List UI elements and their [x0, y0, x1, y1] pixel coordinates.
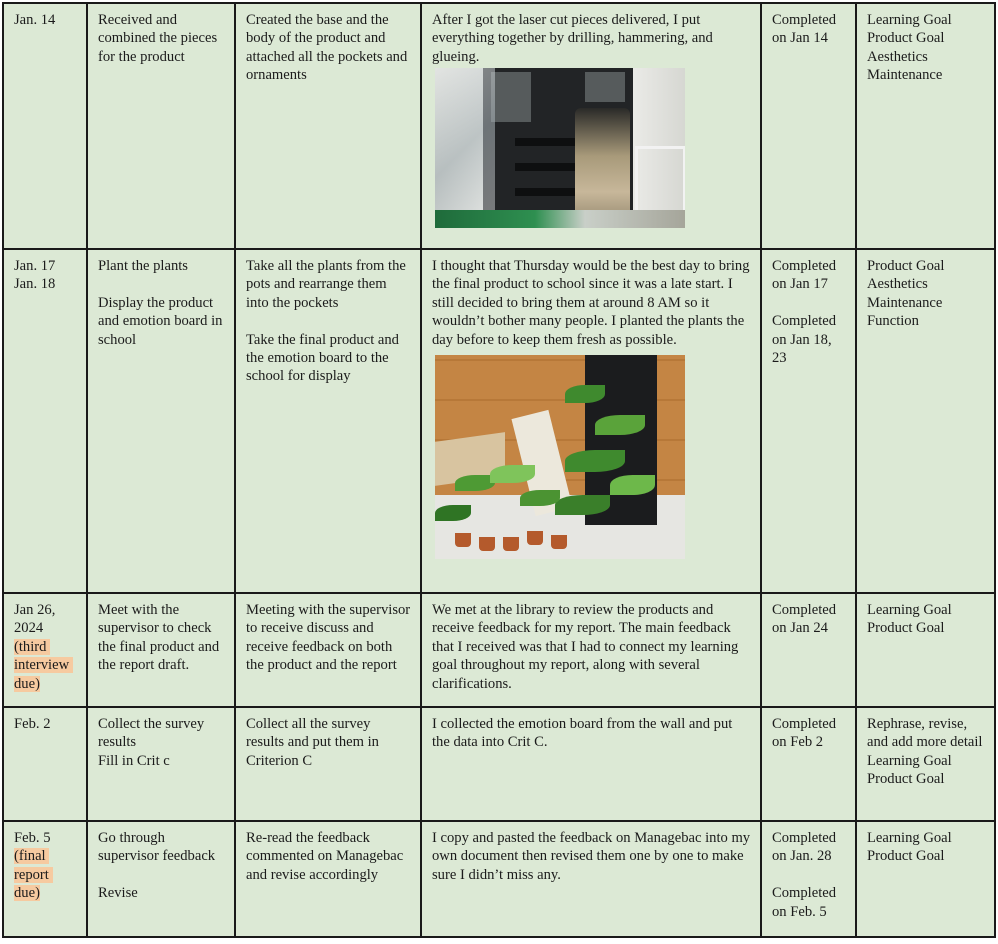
table-row	[3, 707, 995, 821]
description-text: Re-read the feedback commented on Managebac and revise accordingly	[246, 830, 407, 883]
status-text: Completed on Jan 17	[772, 258, 840, 293]
task-text: Meet with the supervisor to check the final product and the report draft.	[98, 602, 223, 674]
description-text: Meeting with the supervisor to receive discuss and receive feedback on both the product and the report	[246, 602, 414, 674]
reflection-text: I copy and pasted the feedback on Managebac into my own document then revised them one by one to make sure I didn’t miss any.	[432, 830, 754, 883]
date-text: Jan. 17	[14, 258, 56, 274]
description-cell	[235, 821, 421, 937]
date-cell	[3, 821, 87, 937]
task-cell	[87, 821, 235, 937]
status-text: Completed on Jan 14	[772, 12, 840, 47]
status-cell	[761, 3, 856, 249]
reflection-cell	[421, 3, 761, 249]
criteria-cell	[856, 249, 995, 593]
description-cell	[235, 3, 421, 249]
description-text: Created the base and the body of the product and attached all the pockets and ornaments	[246, 12, 411, 84]
task-text: Revise	[98, 885, 138, 902]
criteria-cell	[856, 821, 995, 937]
criteria-item: Rephrase, revise, and add more detail	[867, 716, 983, 751]
status-cell	[761, 821, 856, 937]
description-text: Take all the plants from the pots and rearrange them into the pockets	[246, 258, 410, 311]
reflection-cell	[421, 593, 761, 707]
reflection-text: I collected the emotion board from the wall and put the data into Crit C.	[432, 716, 736, 751]
status-text: Completed on Jan 24	[772, 602, 840, 637]
date-text: Jan. 14	[14, 12, 56, 28]
criteria-item: Product Goal	[867, 30, 945, 47]
task-text: Display the product and emotion board in school	[98, 294, 227, 348]
status-text: Completed on Feb. 5	[772, 885, 840, 920]
date-text: Feb. 2	[14, 716, 51, 732]
status-cell	[761, 707, 856, 821]
criteria-cell	[856, 593, 995, 707]
assembled-product-photo	[435, 68, 685, 228]
criteria-item: Learning Goal	[867, 830, 952, 846]
task-text: Plant the plants	[98, 258, 188, 274]
table-row	[3, 593, 995, 707]
date-cell	[3, 593, 87, 707]
plants-display-photo	[435, 355, 685, 559]
reflection-text: We met at the library to review the products and receive feedback for my report. The main feedback that I received was that I had to connect my learning goal throughout my report, along with several clarifications.	[432, 602, 743, 692]
table-row	[3, 821, 995, 937]
criteria-item: Learning Goal	[867, 12, 952, 28]
task-cell	[87, 249, 235, 593]
task-text: Collect the survey results	[98, 716, 208, 751]
reflection-text: I thought that Thursday would be the best day to bring the final product to school since it was a late start. I still decided to bring them at around 8 AM so it wouldn’t bother many people. I planted the plants the day before to keep them fresh as possible.	[432, 258, 754, 348]
status-cell	[761, 249, 856, 593]
criteria-item: Product Goal	[867, 620, 945, 637]
criteria-item: Maintenance	[867, 67, 943, 84]
criteria-item: Product Goal	[867, 771, 945, 788]
status-text: Completed on Jan. 28	[772, 830, 840, 865]
task-text: Fill in Crit c	[98, 752, 170, 769]
reflection-cell	[421, 707, 761, 821]
task-text: Received and combined the pieces for the product	[98, 12, 221, 65]
date-text: Jan. 18	[14, 276, 56, 293]
description-cell	[235, 249, 421, 593]
table-row	[3, 3, 995, 249]
date-text: Feb. 5	[14, 830, 51, 846]
description-cell	[235, 593, 421, 707]
description-cell	[235, 707, 421, 821]
criteria-item: Learning Goal	[867, 602, 952, 618]
task-cell	[87, 3, 235, 249]
progress-log-table	[2, 2, 996, 938]
task-cell	[87, 707, 235, 821]
date-cell	[3, 707, 87, 821]
date-cell	[3, 249, 87, 593]
table-row	[3, 249, 995, 593]
status-text: Completed on Jan 18, 23	[772, 313, 840, 367]
criteria-item: Maintenance	[867, 294, 943, 311]
description-text: Take the final product and the emotion board to the school for display	[246, 331, 403, 385]
date-cell	[3, 3, 87, 249]
criteria-item: Aesthetics	[867, 276, 928, 293]
criteria-item: Aesthetics	[867, 48, 928, 65]
criteria-cell	[856, 3, 995, 249]
reflection-text: After I got the laser cut pieces delivered, I put everything together by drilling, hammering, and glueing.	[432, 12, 717, 65]
criteria-item: Learning Goal	[867, 752, 952, 769]
date-text: Jan 26, 2024	[14, 602, 60, 637]
status-text: Completed on Feb 2	[772, 716, 840, 751]
description-text: Collect all the survey results and put them in Criterion C	[246, 716, 383, 769]
reflection-cell	[421, 821, 761, 937]
due-note-highlight: (third interview due)	[14, 638, 73, 692]
criteria-item: Product Goal	[867, 258, 945, 274]
criteria-item: Product Goal	[867, 848, 945, 865]
task-cell	[87, 593, 235, 707]
task-text: Go through supervisor feedback	[98, 830, 216, 865]
status-cell	[761, 593, 856, 707]
criteria-item: Function	[867, 313, 919, 330]
reflection-cell	[421, 249, 761, 593]
due-note-highlight: (final report due)	[14, 848, 53, 902]
criteria-cell	[856, 707, 995, 821]
